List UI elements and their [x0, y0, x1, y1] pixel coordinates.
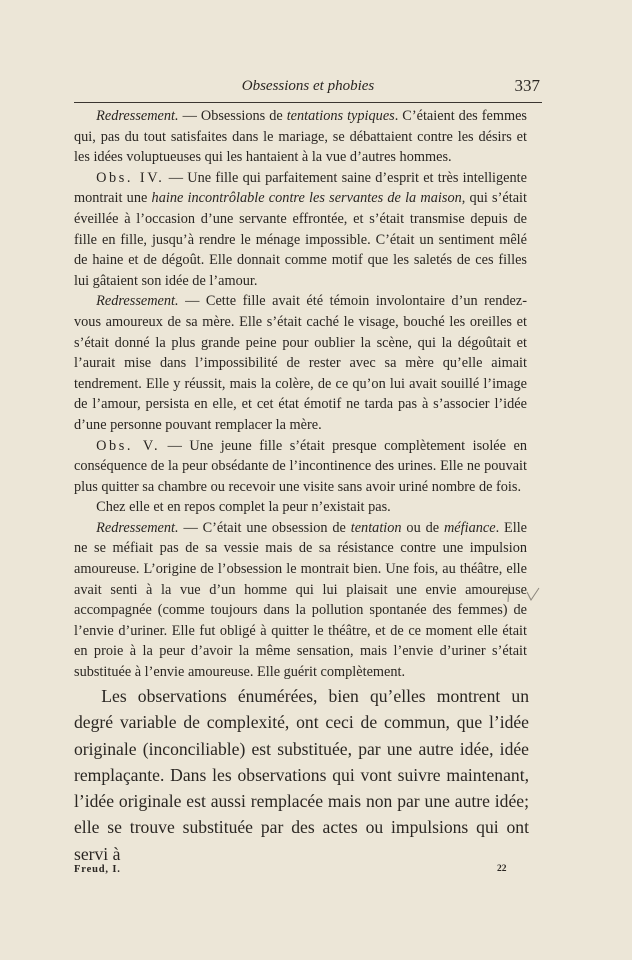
case-observations [74, 106, 527, 683]
paragraph-obs-iv: Obs. IV. — Une fille qui parfaitement saine d’esprit et très intelligente montrait une haine incontrôlable contre les servantes de la maison, qui s’était éveillée à l’occasion d’une servante effrontée, et s’était transmise depuis de fille en fille, jusqu’à rendre le ménage impossible. C’était un sentiment mêlé de haine et de dégoût. Elle donnait comme motif que les saletés de ces filles lui gâtaient son idée de l’amour. [74, 169, 527, 289]
body-paragraph: Les observations énumérées, bien qu’elles montrent un degré variable de complexité, ont ceci de commun, que l’idée originale (inconciliable) est substituée, par une autre idée, idée remplaçante. Dans les observations qui vont suivre maintenant, l’idée originale est aussi remplacée mais non par une autre idée; elle se trouve substituée par des actes ou impulsions qui ont servi à [74, 686, 529, 864]
paragraph-obs-v-continued: Chez elle et en repos complet la peur n’existait pas. [96, 499, 391, 516]
page-number: 337 [514, 76, 540, 95]
redressement-label: Redressement. [96, 519, 179, 536]
observation-label: Obs. IV. [96, 169, 165, 186]
running-head [74, 76, 542, 103]
pencil-annotation-mark [503, 580, 553, 610]
footer-signature-mark: 22 [497, 864, 507, 874]
paragraph-obs-v: Obs. V. — Une jeune fille s’était presque complètement isolée en conséquence de la peur obsédante de l’incontinence des urines. Elle ne pouvait plus quitter sa chambre ou recevoir une visite sans avoir uriné nombre de fois. [74, 437, 527, 495]
redressement-label: Redressement. [96, 293, 179, 310]
main-body-text [74, 683, 529, 867]
footer-author: Freud, I. [74, 864, 121, 875]
paragraph-redressement-2: Redressement. — Cette fille avait été témoin involontaire d’un rendez-vous amoureux de sa mère. Elle s’était caché le visage, bouché les oreilles et s’était donné la plus grande peine pour oublier la scène, qui la dégoûtait et l’aurait mise dans l’impossibilité de rester avec sa mère qu’elle aimait tendrement. Elle y réussit, mais la colère, de ce qu’on lui avait souillé l’image de l’amour, persista en elle, et cet état émotif ne tarda pas à s’associer l’idée d’une personne pouvant remplacer la mère. [74, 293, 527, 433]
observation-label: Obs. V. [96, 437, 161, 454]
redressement-label: Redressement. [96, 108, 179, 124]
paragraph-redressement-1: Redressement. — Obsessions de tentations typiques. C’étaient des femmes qui, pas du tout satisfaites dans le mariage, se débattaient contre les désirs et les idées voluptueuses qui les hantaient à la vue d’autres hommes. [74, 108, 527, 166]
paragraph-redressement-3: Redressement. — C’était une obsession de tentation ou de méfiance. Elle ne se méfiait pas de sa vessie mais de sa résistance contre une impulsion amoureuse. L’origine de l’obsession le montrait bien. Une fois, au théâtre, elle avait senti à la vue d’un homme qui lui plaisait une envie amoureuse accompagnée (comme toujours dans la pollution spontanée des femmes) de l’envie d’uriner. Elle fut obligé à quitter le théâtre, et de ce moment elle était en proie à la peur d’avoir la même sensation, mais l’envie d’uriner s’était substituée à l’envie amoureuse. Elle guérit complètement. [74, 519, 528, 681]
running-title: Obsessions et phobies [241, 78, 375, 94]
